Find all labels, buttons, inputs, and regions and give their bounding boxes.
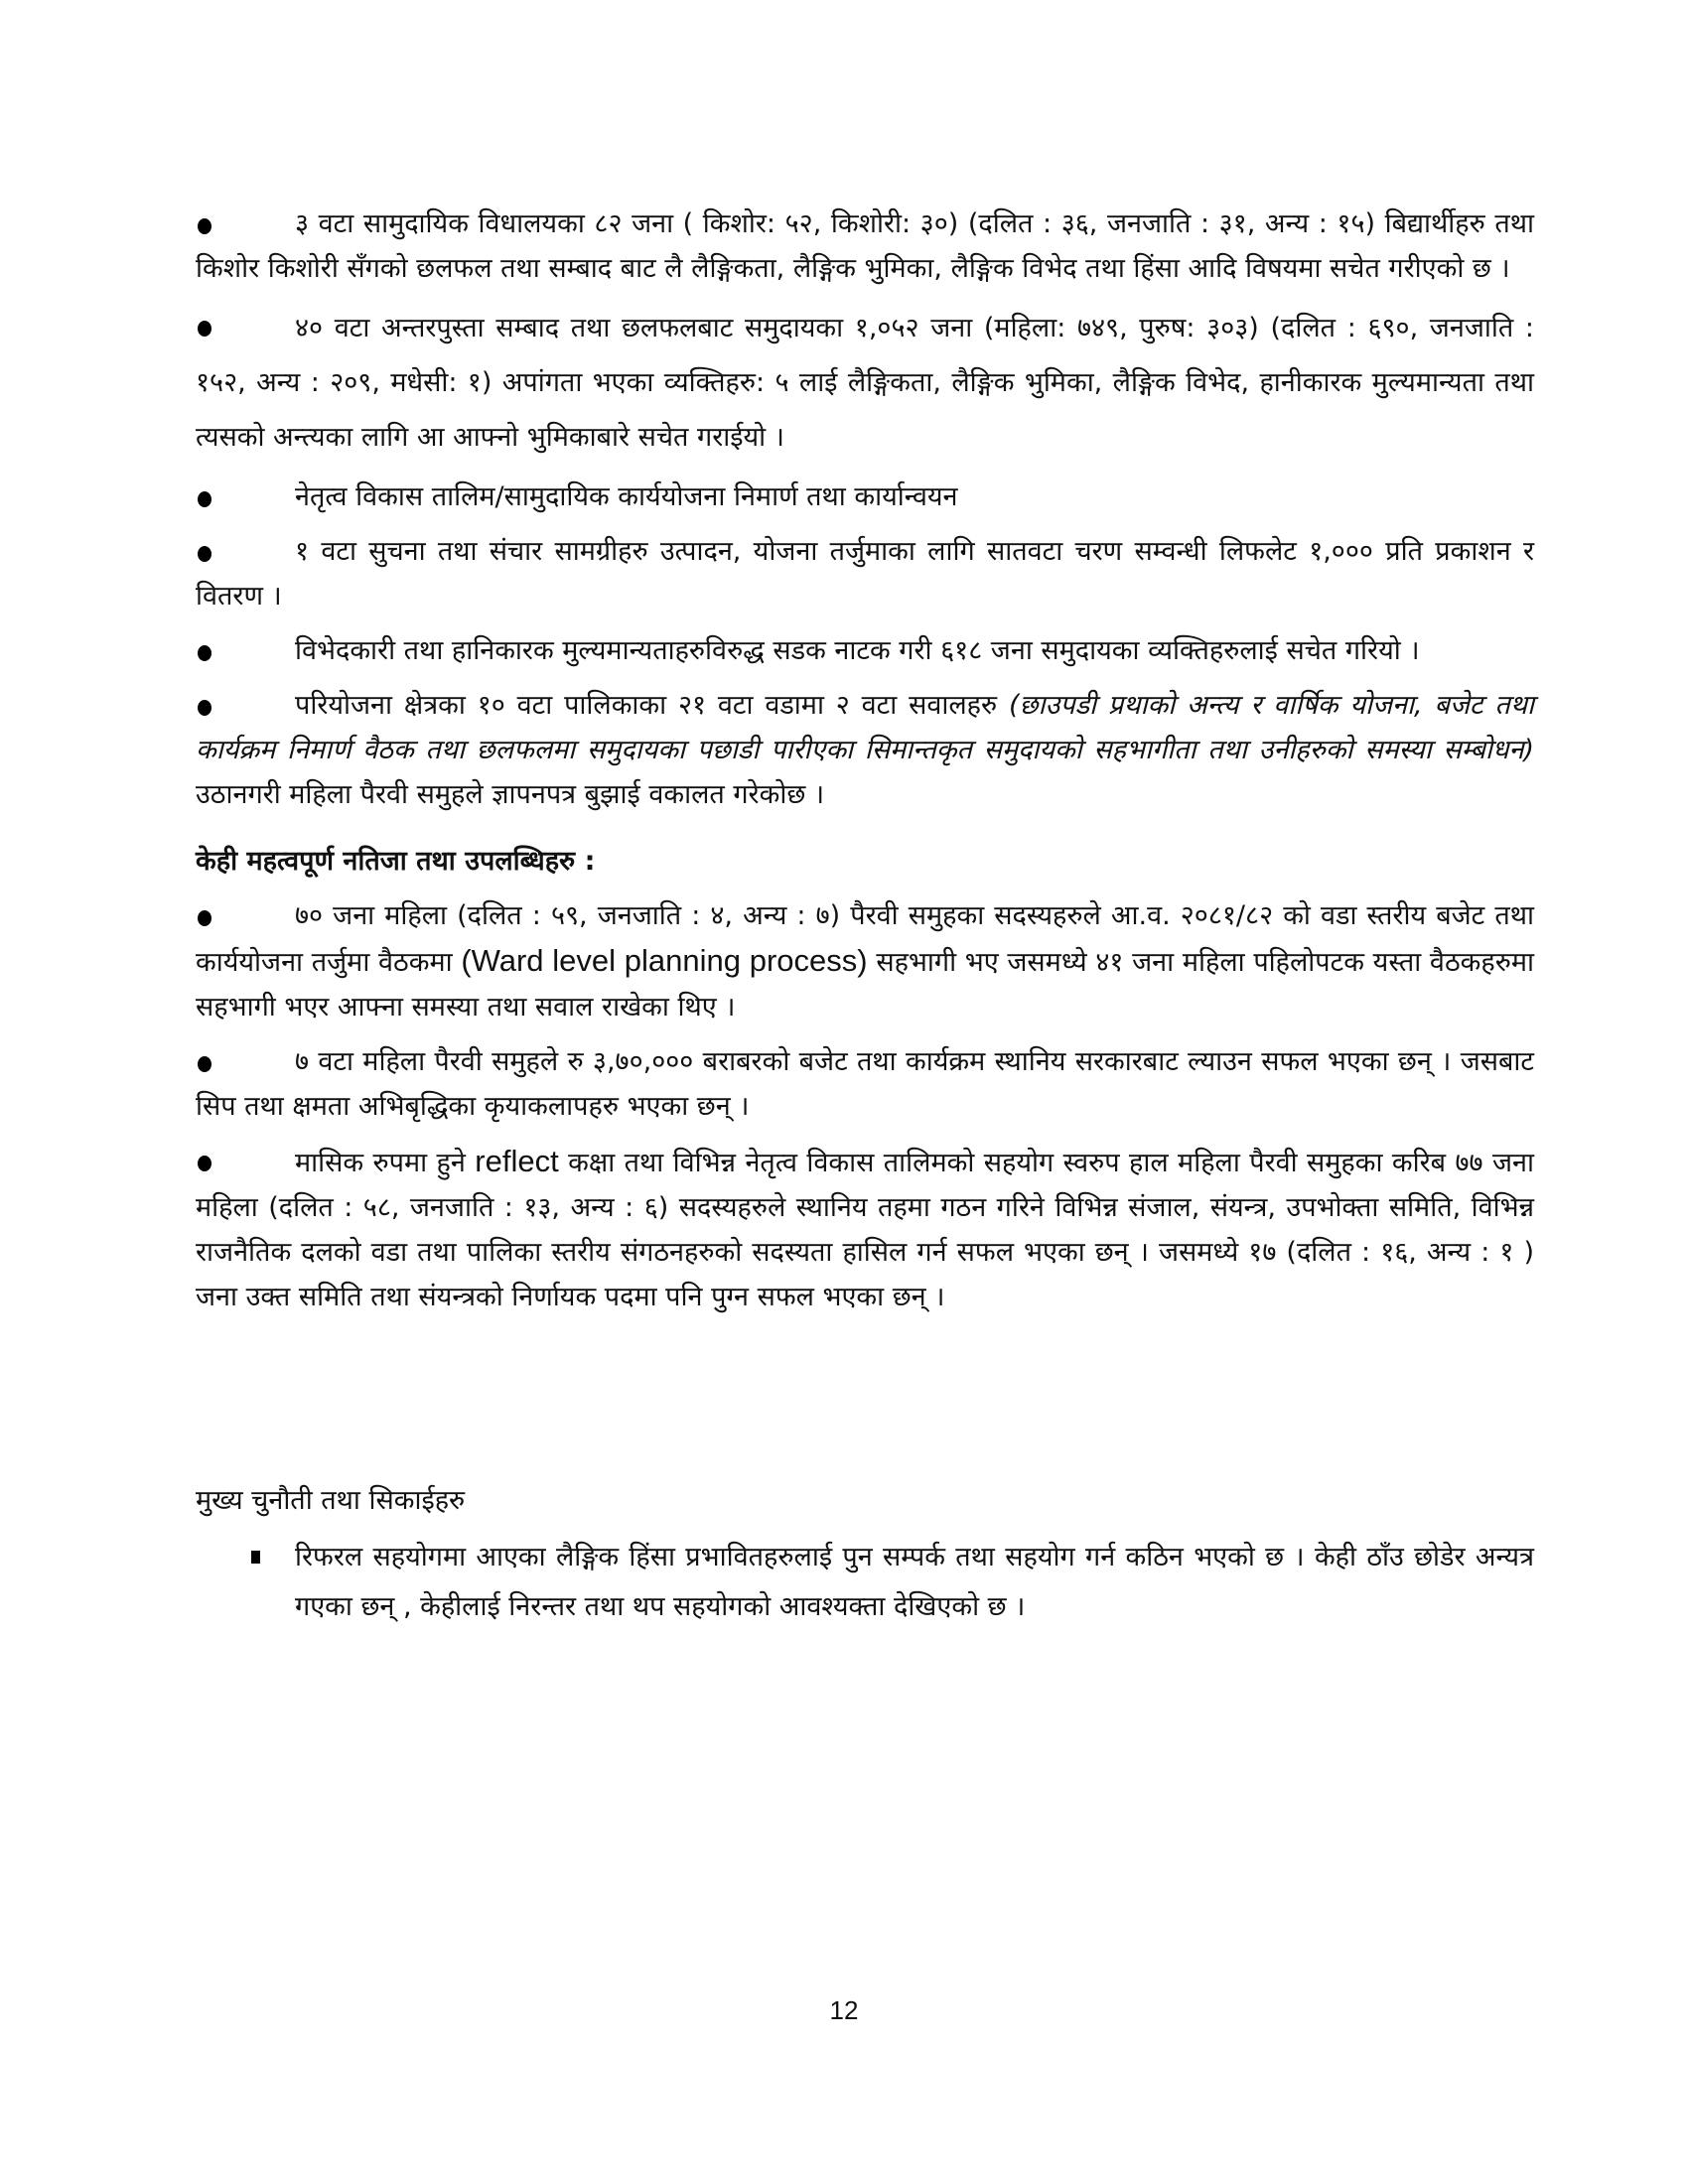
activity-text: नेतृत्व विकास तालिम/सामुदायिक कार्ययोजना निमार्ण तथा कार्यान्वयन [295,481,958,512]
bullet-icon [198,1056,211,1072]
activity-text: ३ वटा सामुदायिक विधालयका ८२ जना ( किशोर: ५२, किशोरी: ३०) (दलित : ३६, जनजाति : ३१, अन्य : १५) बिद्यार्थीहरु तथा किशोर किशोरी सँगको छलफल तथा सम्बाद बाट लै लैङ्गिकता, लैङ्गिक भुमिका, लैङ्गिक विभेद तथा हिंसा आदि विषयमा सचेत गरीएको छ । [196,208,1534,284]
result-item [196,1139,1534,1319]
activity-text: परियोजना क्षेत्रका १० वटा पालिकाका २१ वटा वडामा २ वटा सवालहरु [295,690,1009,721]
bullet-icon [198,700,211,716]
result-text: ७ वटा महिला पैरवी समुहले रु ३,७०,००० बराबरको बजेट तथा कार्यक्रम स्थानिय सरकारबाट ल्याउन सफल भएका छन् । जसबाट सिप तथा क्षमता अभिबृद्धिका कृयाकलापहरु भएका छन् । [196,1046,1534,1122]
result-english-term: (Ward level planning process) [461,943,868,978]
bullet-icon [198,1156,211,1171]
result-text: ७० जना महिला (दलित : ५९, जनजाति : ४, अन्य : ७) पैरवी समुहका सदस्यहरुले आ.व. २०८१/८२ को वडा स्तरीय बजेट तथा कार्ययोजना तर्जुमा वैठकमा [196,900,1534,978]
activity-issues-italic: (छाउपडी प्रथाको अन्त्य र वार्षिक योजना, बजेट तथा कार्यक्रम निमार्ण वैठक तथा छलफलमा समुदायका पछाडी पारीएका सिमान्तकृत समुदायको सहभागीता तथा उनीहरुको समस्या सम्बोधन) [196,690,1534,765]
document-page [196,202,1534,1632]
activity-item [196,202,1534,291]
result-item [196,893,1534,1029]
challenge-item [196,1533,1534,1632]
results-heading: केही महत्वपूर्ण नतिजा तथा उपलब्धिहरु : [196,846,596,877]
activity-text: विभेदकारी तथा हानिकारक मुल्यमान्यताहरुविरुद्ध सडक नाटक गरी ६१८ जना समुदायका व्यक्तिहरुलाई सचेत गरियो । [295,635,1420,666]
page-number: 12 [829,1995,859,2025]
activity-item [196,529,1534,618]
blank-space [196,1329,1534,1478]
bullet-icon [198,321,211,337]
activity-item [196,475,1534,519]
challenges-heading: मुख्य चुनौती तथा सिकाईहरु [196,1485,466,1516]
challenge-text: रिफरल सहयोगमा आएका लैङ्गिक हिंसा प्रभावितहरुलाई पुन सम्पर्क तथा सहयोग गर्न कठिन भएको छ । केही ठाँउ छोडेर अन्यत्र गएका छन् , केहीलाई निरन्तर तथा थप सहयोगको आवश्यक्ता देखिएको छ । [295,1542,1534,1622]
result-item [196,1039,1534,1129]
square-bullet-icon [251,1551,260,1564]
result-text: सहभागी भए जसमध्ये ४१ जना महिला पहिलोपटक यस्ता वैठकहरुमा सहभागी भएर आफ्ना समस्या तथा सवाल राखेका थिए । [196,947,1534,1023]
activity-item [196,301,1534,465]
activity-text: १ वटा सुचना तथा संचार सामग्रीहरु उत्पादन, योजना तर्जुमाका लागि सातवटा चरण सम्वन्धी लिफलेट १,००० प्रति प्रकाशन र वितरण । [196,536,1534,612]
result-text: कक्षा तथा विभिन्न नेतृत्व विकास तालिमको सहयोग स्वरुप हाल महिला पैरवी समुहका करिब ७७ जना महिला (दलित : ५८, जनजाति : १३, अन्य : ६) सदस्यहरुले स्थानिय तहमा गठन गरिने विभिन्न संजाल, संयन्त्र, उपभोक्ता समिति, विभिन्न राजनैतिक दलको वडा तथा पालिका स्तरीय संगठनहरुको सदस्यता हासिल गर्न सफल भएका छन् । जसमध्ये १७ (दलित : १६, अन्य : १ ) जना उक्त समिति तथा संयन्त्रको निर्णायक पदमा पनि पुग्न सफल भएका छन् । [196,1148,1534,1312]
bullet-icon [198,910,211,926]
activity-item [196,683,1534,817]
bullet-icon [198,546,211,562]
activity-text: उठानगरी महिला पैरवी समुहले ज्ञापनपत्र बुझाई वकालत गरेकोछ । [196,779,825,810]
bullet-icon [198,218,211,234]
bullet-icon [198,491,211,507]
bullet-icon [198,645,211,661]
result-english-term: reflect [475,1144,559,1178]
activity-item [196,628,1534,673]
result-text: मासिक रुपमा हुने [295,1148,476,1178]
activity-text: ४० वटा अन्तरपुस्ता सम्बाद तथा छलफलबाट समुदायका १,०५२ जना (महिला: ७४९, पुरुष: ३०३) (दलित : ६९०, जनजाति : १५२, अन्य : २०९, मधेसी: १) अपांगता भएका व्यक्तिहरु: ५ लाई लैङ्गिकता, लैङ्गिक भुमिका, लैङ्गिक विभेद, हानीकारक मुल्यमान्यता तथा त्यसको अन्त्यका लागि आ आफ्नो भुमिकाबारे सचेत गराईयो । [196,313,1534,453]
